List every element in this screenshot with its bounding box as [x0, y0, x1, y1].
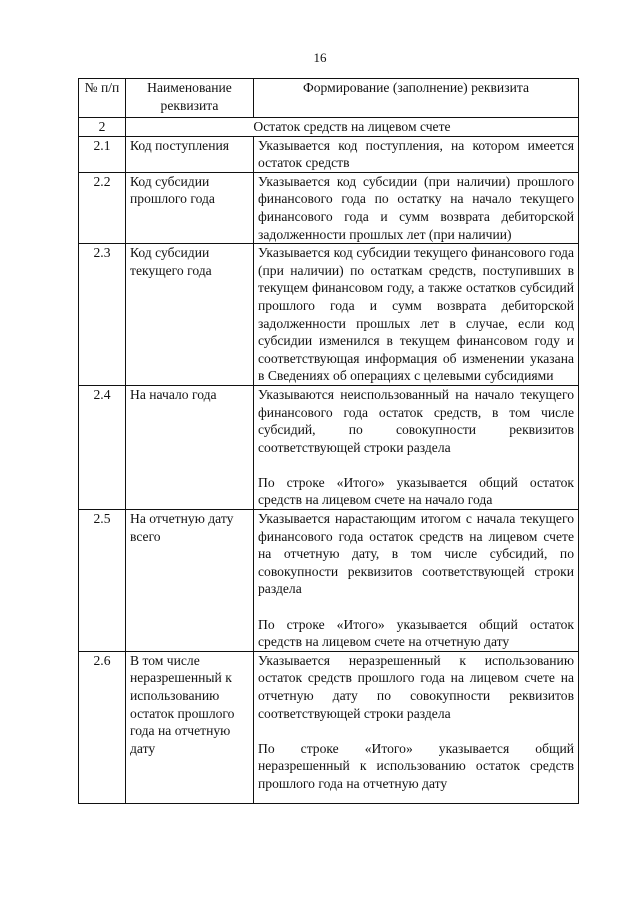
row-description	[254, 385, 579, 509]
row-description	[254, 172, 579, 243]
table-header-row	[79, 79, 579, 118]
row-number: 2.1	[79, 136, 126, 172]
header-formation: Формирование (заполнение) реквизита	[254, 79, 579, 118]
row-paragraph: Указывается код субсидии текущего финансового года (при наличии) по остаткам средств, поступивших в текущем финансовом году, а также остатков субсидий прошлого года и сумм возврата дебиторской задолженности прошлых лет в случае, если код субсидии изменился в текущем финансовом году и соответствующая информация об изменении указана в Сведениях об операциях с целевыми субсидиями	[258, 245, 574, 384]
row-name: Код субсидии текущего года	[126, 244, 254, 386]
row-paragraph: Указывается неразрешенный к использованию остаток средств прошлого года на лицевом счете на отчетную дату по совокупности реквизитов соответствующей строки раздела	[258, 652, 574, 721]
header-number: № п/п	[79, 79, 126, 118]
row-number: 2.5	[79, 510, 126, 652]
row-name: Код поступления	[126, 136, 254, 172]
row-number: 2.4	[79, 385, 126, 509]
row-name: На отчетную дату всего	[126, 510, 254, 652]
row-paragraph-total: По строке «Итого» указывается общий остаток средств на лицевом счете на отчетную дату	[258, 616, 574, 650]
table-row	[79, 244, 579, 386]
row-description	[254, 510, 579, 652]
row-name: Код субсидии прошлого года	[126, 172, 254, 243]
row-paragraph-total: По строке «Итого» указывается общий неразрешенный к использованию остаток средств прошлого года на отчетную дату	[258, 740, 574, 791]
row-number: 2.6	[79, 651, 126, 803]
requisites-table	[78, 78, 579, 804]
table-row	[79, 172, 579, 243]
row-paragraph: Указывается нарастающим итогом с начала текущего финансового года остаток средств на лицевом счете на отчетную дату, в том числе субсидий, по совокупности реквизитов соответствующей строки раздела	[258, 511, 574, 597]
row-name: В том числе неразрешенный к использованию остаток прошлого года на отчетную дату	[126, 651, 254, 803]
table-row	[79, 651, 579, 803]
table-row	[79, 385, 579, 509]
row-paragraph: Указывается код субсидии (при наличии) прошлого финансового года по остатку на начало текущего финансового года и сумм возврата дебиторской задолженности прошлых лет (при наличии)	[258, 173, 574, 242]
row-number: 2.3	[79, 244, 126, 386]
row-paragraph-total: По строке «Итого» указывается общий остаток средств на лицевом счете на начало года	[258, 474, 574, 508]
row-paragraph: Указываются неиспользованный на начало текущего финансового года остаток средств, в том числе субсидий, по совокупности реквизитов соответствующей строки раздела	[258, 386, 574, 455]
row-description	[254, 136, 579, 172]
row-number: 2.2	[79, 172, 126, 243]
page-number: 16	[313, 50, 327, 65]
row-description	[254, 244, 579, 386]
row-paragraph: Указывается код поступления, на котором имеется остаток средств	[258, 137, 574, 171]
table-row	[79, 510, 579, 652]
section-number: 2	[79, 118, 126, 137]
header-name: Наименование реквизита	[126, 79, 254, 118]
section-row	[79, 118, 579, 137]
row-name: На начало года	[126, 385, 254, 509]
section-title: Остаток средств на лицевом счете	[126, 118, 579, 137]
row-description	[254, 651, 579, 803]
table-row	[79, 136, 579, 172]
